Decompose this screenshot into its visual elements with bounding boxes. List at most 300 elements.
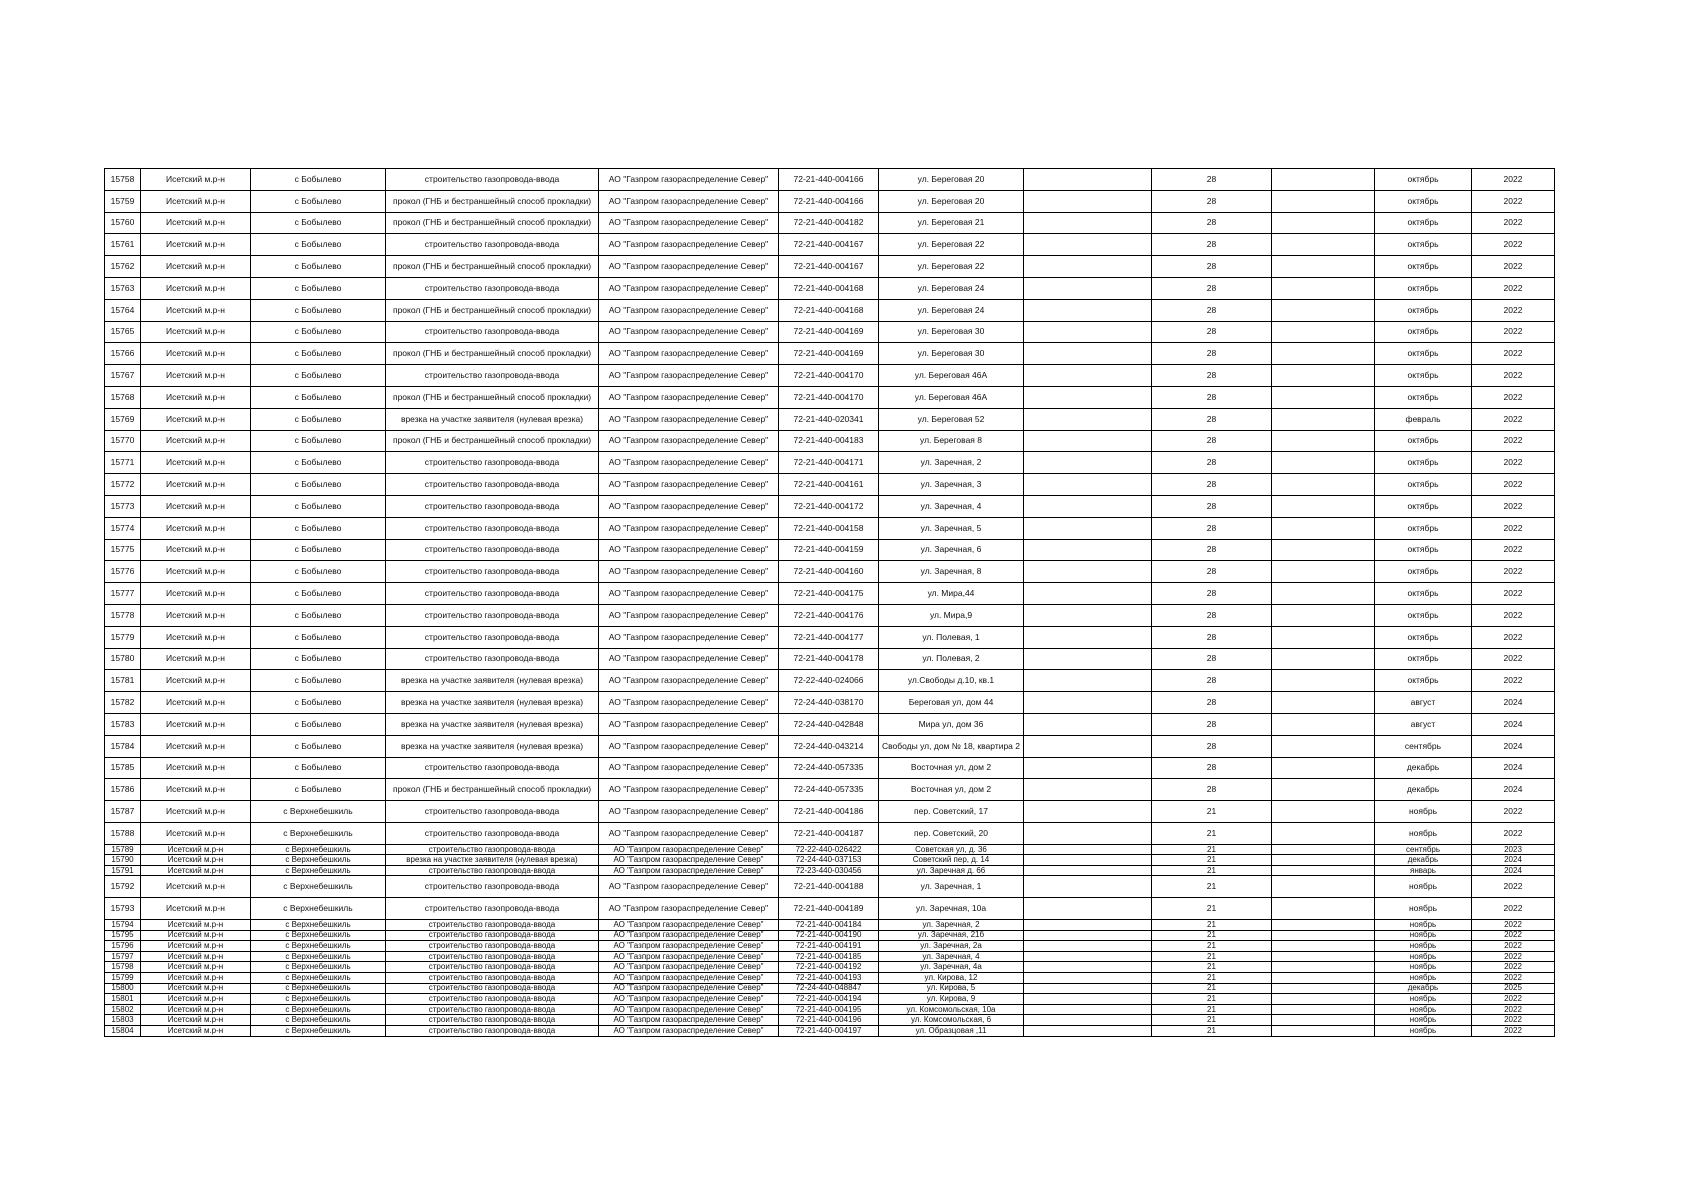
empty-cell <box>1272 692 1375 714</box>
value-cell: 28 <box>1152 212 1272 234</box>
address-cell: Восточная ул, дом 2 <box>879 757 1024 779</box>
work-type-cell: строительство газопровода-ввода <box>386 941 599 952</box>
month-cell: август <box>1375 692 1472 714</box>
work-type-cell: строительство газопровода-ввода <box>386 1015 599 1026</box>
empty-cell <box>1272 234 1375 256</box>
table-row <box>105 626 1555 648</box>
year-cell: 2022 <box>1472 256 1555 278</box>
month-cell: октябрь <box>1375 365 1472 387</box>
organization-cell: АО "Газпром газораспределение Север" <box>599 973 779 984</box>
organization-cell: АО "Газпром газораспределение Север" <box>599 822 779 844</box>
value-cell: 28 <box>1152 256 1272 278</box>
work-type-cell: строительство газопровода-ввода <box>386 583 599 605</box>
locality-cell: с Бобылево <box>251 408 386 430</box>
empty-cell <box>1272 256 1375 278</box>
organization-cell: АО "Газпром газораспределение Север" <box>599 495 779 517</box>
empty-cell <box>1024 779 1152 801</box>
application-code-cell: 72-21-440-004195 <box>779 1004 879 1015</box>
locality-cell: с Бобылево <box>251 539 386 561</box>
value-cell: 21 <box>1152 962 1272 973</box>
month-cell: октябрь <box>1375 539 1472 561</box>
organization-cell: АО "Газпром газораспределение Север" <box>599 898 779 920</box>
empty-cell <box>1272 973 1375 984</box>
organization-cell: АО "Газпром газораспределение Север" <box>599 474 779 496</box>
district-cell: Исетский м.р-н <box>141 865 251 876</box>
value-cell: 28 <box>1152 561 1272 583</box>
organization-cell: АО "Газпром газораспределение Север" <box>599 983 779 994</box>
address-cell: ул. Заречная, 6 <box>879 539 1024 561</box>
organization-cell: АО "Газпром газораспределение Север" <box>599 941 779 952</box>
locality-cell: с Верхнебешкиль <box>251 941 386 952</box>
empty-cell <box>1024 670 1152 692</box>
application-code-cell: 72-21-440-004159 <box>779 539 879 561</box>
month-cell: октябрь <box>1375 495 1472 517</box>
locality-cell: с Бобылево <box>251 169 386 191</box>
value-cell: 21 <box>1152 920 1272 931</box>
district-cell: Исетский м.р-н <box>141 539 251 561</box>
district-cell: Исетский м.р-н <box>141 692 251 714</box>
table-row <box>105 452 1555 474</box>
district-cell: Исетский м.р-н <box>141 855 251 866</box>
application-code-cell: 72-24-440-048847 <box>779 983 879 994</box>
table-row <box>105 1004 1555 1015</box>
row-number-cell: 15796 <box>105 941 141 952</box>
district-cell: Исетский м.р-н <box>141 234 251 256</box>
empty-cell <box>1272 604 1375 626</box>
empty-cell <box>1272 941 1375 952</box>
organization-cell: АО "Газпром газораспределение Север" <box>599 604 779 626</box>
value-cell: 21 <box>1152 973 1272 984</box>
row-number-cell: 15771 <box>105 452 141 474</box>
month-cell: ноябрь <box>1375 962 1472 973</box>
organization-cell: АО "Газпром газораспределение Север" <box>599 256 779 278</box>
application-code-cell: 72-21-440-004158 <box>779 517 879 539</box>
month-cell: ноябрь <box>1375 994 1472 1005</box>
empty-cell <box>1024 539 1152 561</box>
table-row <box>105 474 1555 496</box>
empty-cell <box>1272 876 1375 898</box>
address-cell: ул. Заречная, 10а <box>879 898 1024 920</box>
empty-cell <box>1024 973 1152 984</box>
organization-cell: АО "Газпром газораспределение Север" <box>599 844 779 855</box>
locality-cell: с Верхнебешкиль <box>251 801 386 823</box>
application-code-cell: 72-24-440-038170 <box>779 692 879 714</box>
empty-cell <box>1024 951 1152 962</box>
district-cell: Исетский м.р-н <box>141 994 251 1005</box>
empty-cell <box>1272 930 1375 941</box>
application-code-cell: 72-24-440-042848 <box>779 713 879 735</box>
empty-cell <box>1272 994 1375 1005</box>
locality-cell: с Бобылево <box>251 626 386 648</box>
locality-cell: с Верхнебешкиль <box>251 898 386 920</box>
value-cell: 28 <box>1152 779 1272 801</box>
empty-cell <box>1024 865 1152 876</box>
empty-cell <box>1024 386 1152 408</box>
district-cell: Исетский м.р-н <box>141 561 251 583</box>
month-cell: октябрь <box>1375 670 1472 692</box>
district-cell: Исетский м.р-н <box>141 408 251 430</box>
row-number-cell: 15787 <box>105 801 141 823</box>
work-type-cell: строительство газопровода-ввода <box>386 626 599 648</box>
address-cell: ул. Заречная, 4 <box>879 951 1024 962</box>
table-row <box>105 962 1555 973</box>
table-row <box>105 865 1555 876</box>
work-type-cell: строительство газопровода-ввода <box>386 898 599 920</box>
application-code-cell: 72-21-440-004192 <box>779 962 879 973</box>
organization-cell: АО "Газпром газораспределение Север" <box>599 1004 779 1015</box>
row-number-cell: 15759 <box>105 190 141 212</box>
work-type-cell: строительство газопровода-ввода <box>386 561 599 583</box>
district-cell: Исетский м.р-н <box>141 713 251 735</box>
address-cell: ул. Береговая 30 <box>879 343 1024 365</box>
year-cell: 2024 <box>1472 855 1555 866</box>
year-cell: 2022 <box>1472 321 1555 343</box>
row-number-cell: 15801 <box>105 994 141 1005</box>
district-cell: Исетский м.р-н <box>141 1015 251 1026</box>
application-code-cell: 72-21-440-004196 <box>779 1015 879 1026</box>
locality-cell: с Бобылево <box>251 495 386 517</box>
district-cell: Исетский м.р-н <box>141 941 251 952</box>
district-cell: Исетский м.р-н <box>141 930 251 941</box>
empty-cell <box>1024 299 1152 321</box>
work-type-cell: строительство газопровода-ввода <box>386 1026 599 1037</box>
month-cell: октябрь <box>1375 343 1472 365</box>
value-cell: 21 <box>1152 930 1272 941</box>
year-cell: 2022 <box>1472 169 1555 191</box>
empty-cell <box>1272 822 1375 844</box>
application-code-cell: 72-24-440-043214 <box>779 735 879 757</box>
year-cell: 2024 <box>1472 713 1555 735</box>
month-cell: ноябрь <box>1375 1015 1472 1026</box>
year-cell: 2024 <box>1472 692 1555 714</box>
address-cell: ул. Полевая, 2 <box>879 648 1024 670</box>
month-cell: октябрь <box>1375 169 1472 191</box>
year-cell: 2022 <box>1472 539 1555 561</box>
empty-cell <box>1272 951 1375 962</box>
district-cell: Исетский м.р-н <box>141 495 251 517</box>
value-cell: 28 <box>1152 234 1272 256</box>
empty-cell <box>1272 495 1375 517</box>
organization-cell: АО "Газпром газораспределение Север" <box>599 962 779 973</box>
organization-cell: АО "Газпром газораспределение Север" <box>599 234 779 256</box>
year-cell: 2022 <box>1472 951 1555 962</box>
organization-cell: АО "Газпром газораспределение Север" <box>599 920 779 931</box>
empty-cell <box>1272 779 1375 801</box>
organization-cell: АО "Газпром газораспределение Север" <box>599 430 779 452</box>
row-number-cell: 15774 <box>105 517 141 539</box>
month-cell: октябрь <box>1375 452 1472 474</box>
work-type-cell: строительство газопровода-ввода <box>386 234 599 256</box>
year-cell: 2022 <box>1472 801 1555 823</box>
value-cell: 21 <box>1152 855 1272 866</box>
district-cell: Исетский м.р-н <box>141 983 251 994</box>
row-number-cell: 15788 <box>105 822 141 844</box>
address-cell: ул. Береговая 24 <box>879 299 1024 321</box>
month-cell: ноябрь <box>1375 1004 1472 1015</box>
address-cell: ул. Береговая 22 <box>879 256 1024 278</box>
application-code-cell: 72-24-440-037153 <box>779 855 879 866</box>
locality-cell: с Бобылево <box>251 321 386 343</box>
month-cell: декабрь <box>1375 983 1472 994</box>
locality-cell: с Верхнебешкиль <box>251 962 386 973</box>
row-number-cell: 15765 <box>105 321 141 343</box>
application-code-cell: 72-21-440-004168 <box>779 277 879 299</box>
month-cell: октябрь <box>1375 234 1472 256</box>
address-cell: ул. Кирова, 9 <box>879 994 1024 1005</box>
address-cell: пер. Советский, 20 <box>879 822 1024 844</box>
year-cell: 2022 <box>1472 190 1555 212</box>
empty-cell <box>1272 190 1375 212</box>
organization-cell: АО "Газпром газораспределение Север" <box>599 876 779 898</box>
organization-cell: АО "Газпром газораспределение Север" <box>599 994 779 1005</box>
locality-cell: с Бобылево <box>251 561 386 583</box>
empty-cell <box>1024 757 1152 779</box>
locality-cell: с Бобылево <box>251 779 386 801</box>
row-number-cell: 15773 <box>105 495 141 517</box>
value-cell: 28 <box>1152 648 1272 670</box>
year-cell: 2022 <box>1472 583 1555 605</box>
value-cell: 28 <box>1152 539 1272 561</box>
district-cell: Исетский м.р-н <box>141 962 251 973</box>
application-code-cell: 72-21-440-004167 <box>779 256 879 278</box>
work-type-cell: строительство газопровода-ввода <box>386 801 599 823</box>
district-cell: Исетский м.р-н <box>141 1026 251 1037</box>
address-cell: ул. Заречная, 1 <box>879 876 1024 898</box>
empty-cell <box>1024 692 1152 714</box>
address-cell: ул. Мира,9 <box>879 604 1024 626</box>
work-type-cell: прокол (ГНБ и бестраншейный способ прокладки) <box>386 779 599 801</box>
address-cell: ул. Заречная, 8 <box>879 561 1024 583</box>
organization-cell: АО "Газпром газораспределение Север" <box>599 801 779 823</box>
row-number-cell: 15780 <box>105 648 141 670</box>
month-cell: февраль <box>1375 408 1472 430</box>
empty-cell <box>1024 604 1152 626</box>
address-cell: ул. Береговая 8 <box>879 430 1024 452</box>
empty-cell <box>1272 648 1375 670</box>
address-cell: ул. Береговая 46А <box>879 365 1024 387</box>
empty-cell <box>1024 930 1152 941</box>
table-row <box>105 539 1555 561</box>
work-type-cell: строительство газопровода-ввода <box>386 169 599 191</box>
table-row <box>105 757 1555 779</box>
month-cell: октябрь <box>1375 386 1472 408</box>
year-cell: 2022 <box>1472 626 1555 648</box>
work-type-cell: строительство газопровода-ввода <box>386 962 599 973</box>
row-number-cell: 15804 <box>105 1026 141 1037</box>
empty-cell <box>1272 430 1375 452</box>
work-type-cell: строительство газопровода-ввода <box>386 474 599 496</box>
application-code-cell: 72-22-440-024066 <box>779 670 879 692</box>
address-cell: ул. Образцовая ,11 <box>879 1026 1024 1037</box>
empty-cell <box>1024 626 1152 648</box>
district-cell: Исетский м.р-н <box>141 277 251 299</box>
district-cell: Исетский м.р-н <box>141 190 251 212</box>
organization-cell: АО "Газпром газораспределение Север" <box>599 648 779 670</box>
row-number-cell: 15761 <box>105 234 141 256</box>
application-code-cell: 72-21-440-020341 <box>779 408 879 430</box>
table-row <box>105 365 1555 387</box>
work-type-cell: строительство газопровода-ввода <box>386 876 599 898</box>
organization-cell: АО "Газпром газораспределение Север" <box>599 865 779 876</box>
application-code-cell: 72-21-440-004168 <box>779 299 879 321</box>
application-code-cell: 72-21-440-004161 <box>779 474 879 496</box>
application-code-cell: 72-21-440-004185 <box>779 951 879 962</box>
empty-cell <box>1272 539 1375 561</box>
empty-cell <box>1024 430 1152 452</box>
month-cell: октябрь <box>1375 430 1472 452</box>
locality-cell: с Бобылево <box>251 757 386 779</box>
year-cell: 2022 <box>1472 234 1555 256</box>
year-cell: 2022 <box>1472 277 1555 299</box>
table-row <box>105 648 1555 670</box>
table-row <box>105 234 1555 256</box>
application-code-cell: 72-21-440-004171 <box>779 452 879 474</box>
value-cell: 28 <box>1152 430 1272 452</box>
table-row <box>105 430 1555 452</box>
organization-cell: АО "Газпром газораспределение Север" <box>599 692 779 714</box>
application-code-cell: 72-21-440-004170 <box>779 386 879 408</box>
organization-cell: АО "Газпром газораспределение Север" <box>599 277 779 299</box>
organization-cell: АО "Газпром газораспределение Север" <box>599 561 779 583</box>
work-type-cell: строительство газопровода-ввода <box>386 277 599 299</box>
application-code-cell: 72-21-440-004182 <box>779 212 879 234</box>
work-type-cell: врезка на участке заявителя (нулевая врезка) <box>386 713 599 735</box>
district-cell: Исетский м.р-н <box>141 365 251 387</box>
year-cell: 2022 <box>1472 408 1555 430</box>
row-number-cell: 15799 <box>105 973 141 984</box>
row-number-cell: 15758 <box>105 169 141 191</box>
work-type-cell: прокол (ГНБ и бестраншейный способ прокладки) <box>386 343 599 365</box>
empty-cell <box>1024 190 1152 212</box>
month-cell: октябрь <box>1375 604 1472 626</box>
row-number-cell: 15803 <box>105 1015 141 1026</box>
value-cell: 21 <box>1152 941 1272 952</box>
table-row <box>105 1026 1555 1037</box>
district-cell: Исетский м.р-н <box>141 670 251 692</box>
empty-cell <box>1272 898 1375 920</box>
district-cell: Исетский м.р-н <box>141 299 251 321</box>
value-cell: 21 <box>1152 1015 1272 1026</box>
value-cell: 28 <box>1152 474 1272 496</box>
value-cell: 28 <box>1152 277 1272 299</box>
application-code-cell: 72-21-440-004186 <box>779 801 879 823</box>
empty-cell <box>1272 844 1375 855</box>
work-type-cell: строительство газопровода-ввода <box>386 920 599 931</box>
table-row <box>105 299 1555 321</box>
district-cell: Исетский м.р-н <box>141 973 251 984</box>
value-cell: 21 <box>1152 983 1272 994</box>
district-cell: Исетский м.р-н <box>141 735 251 757</box>
empty-cell <box>1272 408 1375 430</box>
empty-cell <box>1024 735 1152 757</box>
table-row <box>105 983 1555 994</box>
row-number-cell: 15785 <box>105 757 141 779</box>
table-row <box>105 801 1555 823</box>
empty-cell <box>1272 321 1375 343</box>
row-number-cell: 15793 <box>105 898 141 920</box>
application-code-cell: 72-21-440-004167 <box>779 234 879 256</box>
empty-cell <box>1024 920 1152 931</box>
locality-cell: с Бобылево <box>251 430 386 452</box>
empty-cell <box>1272 735 1375 757</box>
district-cell: Исетский м.р-н <box>141 343 251 365</box>
address-cell: ул. Заречная, 4 <box>879 495 1024 517</box>
organization-cell: АО "Газпром газораспределение Север" <box>599 299 779 321</box>
empty-cell <box>1272 757 1375 779</box>
month-cell: ноябрь <box>1375 973 1472 984</box>
table-row <box>105 920 1555 931</box>
year-cell: 2022 <box>1472 343 1555 365</box>
year-cell: 2022 <box>1472 474 1555 496</box>
application-code-cell: 72-21-440-004160 <box>779 561 879 583</box>
row-number-cell: 15792 <box>105 876 141 898</box>
table-row <box>105 343 1555 365</box>
empty-cell <box>1272 1026 1375 1037</box>
year-cell: 2022 <box>1472 898 1555 920</box>
month-cell: октябрь <box>1375 648 1472 670</box>
work-type-cell: строительство газопровода-ввода <box>386 539 599 561</box>
row-number-cell: 15763 <box>105 277 141 299</box>
row-number-cell: 15800 <box>105 983 141 994</box>
application-code-cell: 72-21-440-004194 <box>779 994 879 1005</box>
work-type-cell: строительство газопровода-ввода <box>386 865 599 876</box>
month-cell: ноябрь <box>1375 920 1472 931</box>
work-type-cell: строительство газопровода-ввода <box>386 1004 599 1015</box>
address-cell: ул. Береговая 46А <box>879 386 1024 408</box>
year-cell: 2022 <box>1472 365 1555 387</box>
value-cell: 28 <box>1152 495 1272 517</box>
work-type-cell: строительство газопровода-ввода <box>386 648 599 670</box>
empty-cell <box>1272 962 1375 973</box>
organization-cell: АО "Газпром газораспределение Север" <box>599 855 779 866</box>
work-type-cell: прокол (ГНБ и бестраншейный способ прокладки) <box>386 256 599 278</box>
empty-cell <box>1024 517 1152 539</box>
application-code-cell: 72-21-440-004191 <box>779 941 879 952</box>
year-cell: 2022 <box>1472 1026 1555 1037</box>
empty-cell <box>1024 365 1152 387</box>
district-cell: Исетский м.р-н <box>141 951 251 962</box>
empty-cell <box>1024 256 1152 278</box>
year-cell: 2022 <box>1472 876 1555 898</box>
organization-cell: АО "Газпром газораспределение Север" <box>599 951 779 962</box>
empty-cell <box>1024 561 1152 583</box>
work-type-cell: врезка на участке заявителя (нулевая врезка) <box>386 855 599 866</box>
address-cell: ул. Заречная, 5 <box>879 517 1024 539</box>
district-cell: Исетский м.р-н <box>141 169 251 191</box>
table-row <box>105 190 1555 212</box>
district-cell: Исетский м.р-н <box>141 898 251 920</box>
empty-cell <box>1272 1004 1375 1015</box>
district-cell: Исетский м.р-н <box>141 604 251 626</box>
value-cell: 28 <box>1152 386 1272 408</box>
work-type-cell: врезка на участке заявителя (нулевая врезка) <box>386 692 599 714</box>
row-number-cell: 15790 <box>105 855 141 866</box>
empty-cell <box>1272 1015 1375 1026</box>
address-cell: ул. Комсомольская, 10а <box>879 1004 1024 1015</box>
work-type-cell: строительство газопровода-ввода <box>386 951 599 962</box>
work-type-cell: строительство газопровода-ввода <box>386 495 599 517</box>
address-cell: ул. Береговая 21 <box>879 212 1024 234</box>
row-number-cell: 15767 <box>105 365 141 387</box>
year-cell: 2022 <box>1472 941 1555 952</box>
month-cell: октябрь <box>1375 321 1472 343</box>
empty-cell <box>1272 299 1375 321</box>
value-cell: 21 <box>1152 822 1272 844</box>
year-cell: 2022 <box>1472 920 1555 931</box>
application-code-cell: 72-21-440-004187 <box>779 822 879 844</box>
table-row <box>105 876 1555 898</box>
empty-cell <box>1272 713 1375 735</box>
